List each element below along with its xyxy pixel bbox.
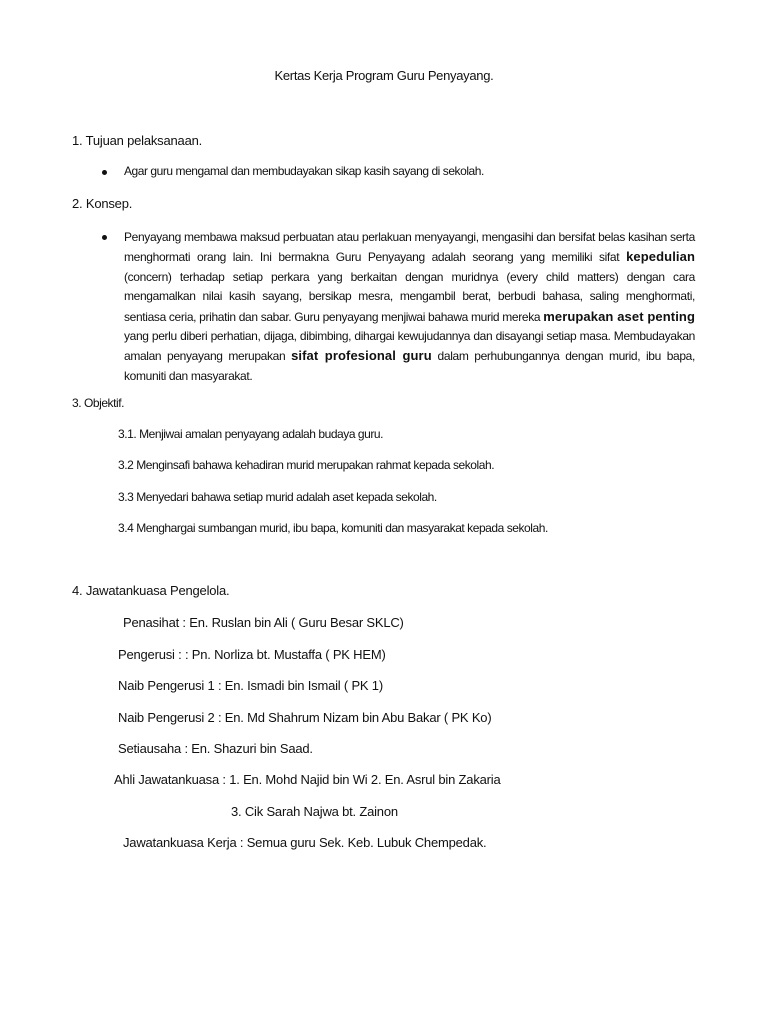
konsep-text-4: dalam perhubungannya dengan murid, ibu bapa, komuniti dan masyarakat.: [124, 349, 695, 383]
ahli-jawatankuasa-line: Ahli Jawatankuasa : 1. En. Mohd Najid bin Wi 2. En. Asrul bin Zakaria: [114, 772, 501, 787]
document-title: Kertas Kerja Program Guru Penyayang.: [274, 68, 494, 83]
konsep-bold-sifat-profesional: sifat profesional guru: [291, 348, 432, 364]
objektif-item: 3.2 Menginsafi bahawa kehadiran murid merupakan rahmat kepada sekolah.: [118, 458, 495, 472]
bullet-icon: [102, 235, 107, 240]
tujuan-bullet-text: Agar guru mengamal dan membudayakan sikap kasih sayang di sekolah.: [124, 164, 484, 178]
konsep-paragraph: [124, 228, 695, 386]
section-objektif-heading: 3. Objektif.: [72, 396, 124, 410]
setiausaha-line: Setiausaha : En. Shazuri bin Saad.: [118, 741, 313, 756]
konsep-bold-aset-penting: merupakan aset penting: [543, 308, 695, 324]
penasihat-line: Penasihat : En. Ruslan bin Ali ( Guru Besar SKLC): [123, 615, 404, 630]
konsep-text-3: yang perlu diberi perhatian, dijaga, dibimbing, dihargai kewujudannya dan disayangi setiap masa. Membudayakan amalan penyayang merupakan: [124, 329, 695, 364]
section-jawatankuasa-heading: 4. Jawatankuasa Pengelola.: [72, 583, 230, 598]
objektif-item: 3.4 Menghargai sumbangan murid, ibu bapa, komuniti dan masyarakat kepada sekolah.: [118, 521, 548, 535]
section-konsep-heading: 2. Konsep.: [72, 196, 133, 211]
konsep-text-2: (concern) terhadap setiap perkara yang berkaitan dengan muridnya (every child matters) dengan cara mengamalkan nilai kasih sayang, bersikap mesra, mengambil berat, berbudi bahasa, saling menghormati, sentiasa ceria, prihatin dan sabar. Guru penyayang menjiwai bahawa murid mereka: [124, 269, 695, 324]
pengerusi-line: Pengerusi : : Pn. Norliza bt. Mustaffa ( PK HEM): [118, 647, 386, 662]
ahli-jawatankuasa-line-3: 3. Cik Sarah Najwa bt. Zainon: [231, 804, 398, 819]
objektif-item: 3.3 Menyedari bahawa setiap murid adalah aset kepada sekolah.: [118, 490, 437, 504]
section-tujuan-heading: 1. Tujuan pelaksanaan.: [72, 133, 203, 148]
jawatankuasa-kerja-line: Jawatankuasa Kerja : Semua guru Sek. Keb. Lubuk Chempedak.: [123, 835, 487, 850]
konsep-bold-kepedulian: kepedulian: [626, 249, 695, 265]
konsep-text-1: Penyayang membawa maksud perbuatan atau perlakuan menyayangi, mengasihi dan bersifat belas kasihan serta menghormati orang lain. Ini bermakna Guru Penyayang adalah seorang yang memiliki sifat: [124, 230, 695, 265]
naib-pengerusi-2-line: Naib Pengerusi 2 : En. Md Shahrum Nizam bin Abu Bakar ( PK Ko): [118, 710, 492, 725]
bullet-icon: [102, 170, 107, 175]
naib-pengerusi-1-line: Naib Pengerusi 1 : En. Ismadi bin Ismail ( PK 1): [118, 678, 383, 693]
objektif-item: 3.1. Menjiwai amalan penyayang adalah budaya guru.: [118, 427, 384, 441]
